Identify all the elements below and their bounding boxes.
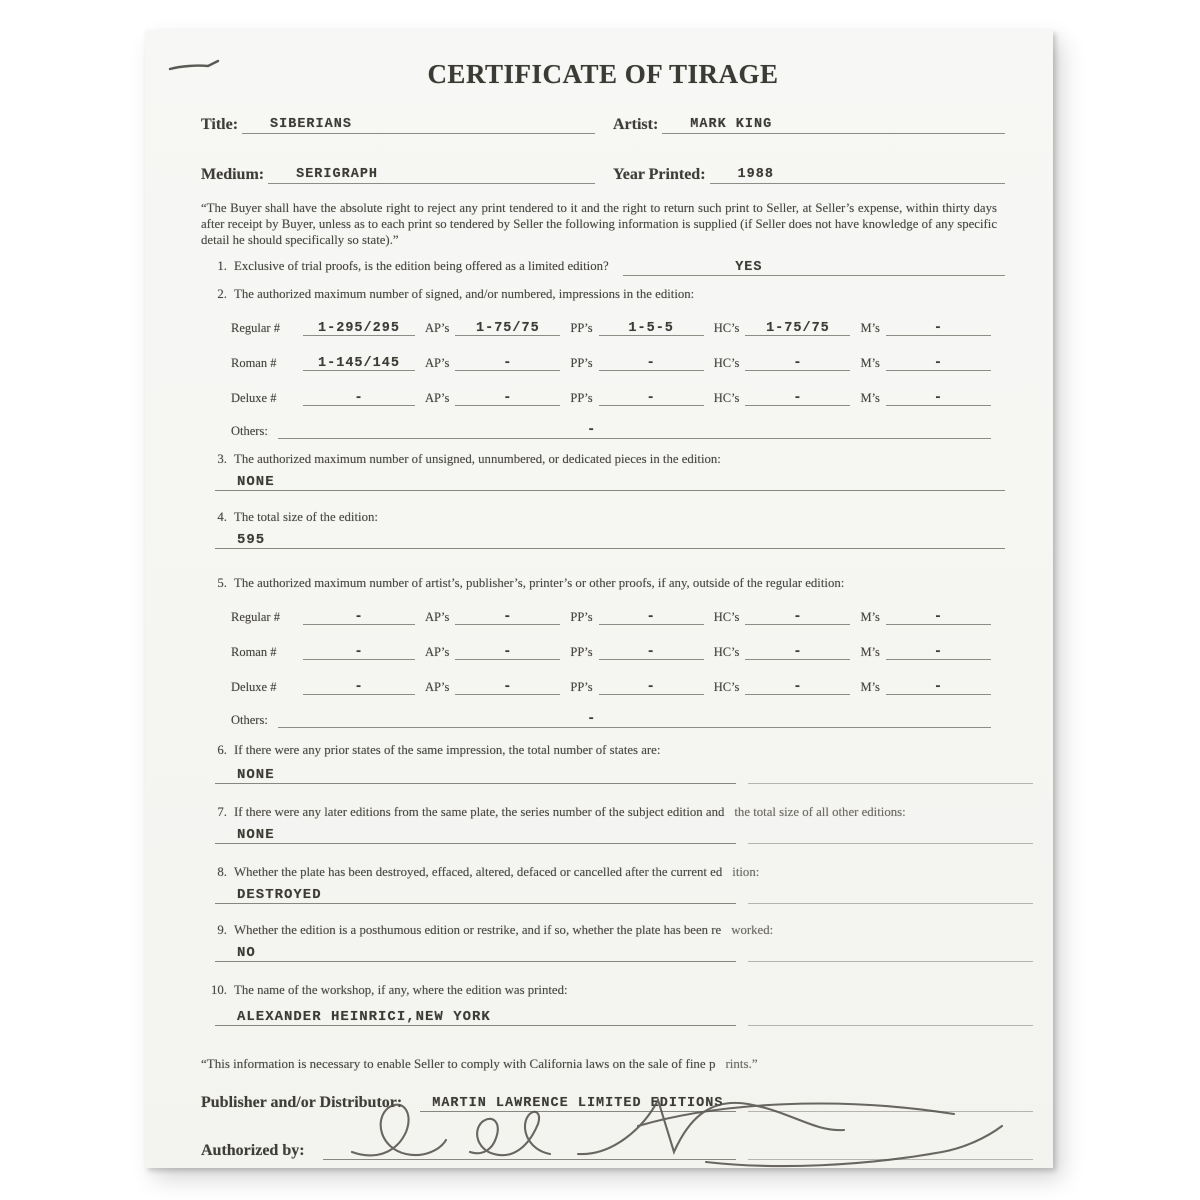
answer-line: [623, 256, 1005, 276]
question-text: The total size of the edition:: [234, 510, 378, 524]
typed-value: -: [646, 391, 656, 406]
header-row-title-artist: [201, 112, 1005, 134]
pps-field: [599, 643, 704, 660]
typed-value: -: [354, 610, 364, 625]
typed-value: -: [503, 391, 513, 406]
typed-value: -: [646, 356, 656, 371]
medium-field: [268, 167, 595, 184]
medium-value: SERIGRAPH: [296, 167, 379, 182]
question-text: The authorized maximum number of signed, and/or numbered, impressions in the edition:: [234, 287, 695, 301]
edition-table-row: [231, 310, 991, 336]
question-4: [201, 507, 1005, 527]
question-text: If there were any prior states of the same impression, the total number of states are:: [234, 743, 661, 757]
ms-label: M’s: [860, 610, 880, 624]
ms-label: M’s: [860, 356, 880, 370]
typed-value: -: [587, 712, 597, 727]
typed-value: -: [793, 391, 803, 406]
publisher-value: MARTIN LAWRENCE LIMITED EDITIONS: [432, 1096, 724, 1111]
answer-line: [215, 885, 736, 904]
aps-label: AP’s: [425, 610, 450, 624]
question-number: 8.: [217, 865, 227, 879]
buyer-rights-paragraph: “The Buyer shall have the absolute right to reject any print tendered to it and the right to return such print to Seller, at Seller’s expense, within thirty days after receipt by Buyer, unless as to each print so tendered by Seller the following information is supplied (if Seller does not have knowledge of any specific detail he should specifically so state).”: [201, 201, 997, 247]
typed-value: -: [503, 356, 513, 371]
typed-value: 1-75/75: [766, 321, 830, 336]
question-5: [201, 573, 1005, 593]
typed-value: -: [354, 680, 364, 695]
pps-label: PP’s: [570, 610, 593, 624]
year-printed-value: 1988: [737, 167, 774, 182]
ms-field: [886, 678, 991, 695]
answer-line: [215, 943, 736, 962]
typed-value: -: [933, 645, 943, 660]
proof-table-row: [231, 599, 991, 625]
pps-label: PP’s: [570, 645, 593, 659]
hcs-field: [745, 643, 850, 660]
others-field: [278, 711, 991, 728]
medium-label: Medium:: [201, 166, 265, 183]
others-label: Others:: [231, 713, 268, 727]
ms-label: M’s: [860, 680, 880, 694]
hcs-field: [745, 354, 850, 371]
header-row-medium-year: [201, 162, 1005, 184]
hcs-field: [745, 319, 850, 336]
pps-label: PP’s: [570, 680, 593, 694]
roman-field: [303, 354, 415, 371]
answer-line-extension: [748, 1025, 1033, 1026]
question-2: [201, 284, 1005, 304]
typed-value: -: [646, 645, 656, 660]
question-text: The authorized maximum number of artist’s, publisher’s, printer’s or other proofs, if any, outside of the regular edition:: [234, 576, 845, 590]
ms-label: M’s: [860, 391, 880, 405]
typed-value: 1-75/75: [476, 321, 540, 336]
question-9: [201, 920, 1005, 940]
hcs-field: [745, 389, 850, 406]
answer-line: [215, 825, 736, 844]
answer-row: [201, 944, 1005, 962]
question-number: 5.: [217, 576, 227, 590]
question-number: 10.: [211, 983, 227, 997]
typed-value: 1-295/295: [318, 321, 400, 336]
typed-value: 1-145/145: [318, 356, 400, 371]
edition-table-row: [231, 345, 991, 371]
answer-line: [215, 765, 736, 784]
hcs-field: [745, 608, 850, 625]
question-number: 2.: [217, 287, 227, 301]
hcs-field: [745, 678, 850, 695]
question-8: [201, 862, 1005, 882]
question-10: [201, 980, 1005, 1000]
regular-field: [303, 319, 415, 336]
question-text: If there were any later editions from the same plate, the series number of the subject edition and the total size of all other editions:: [234, 805, 906, 819]
pen-mark-icon: [167, 58, 221, 74]
answer-value: NONE: [237, 827, 275, 843]
answer-row: [201, 766, 1005, 784]
page-title: CERTIFICATE OF TIRAGE: [427, 59, 779, 89]
question-number: 1.: [217, 259, 227, 273]
pps-field: [599, 389, 704, 406]
hcs-label: HC’s: [713, 391, 740, 405]
ms-field: [886, 389, 991, 406]
california-law-note: “This information is necessary to enable Seller to comply with California laws on the sale of fine p rints.”: [201, 1056, 758, 1071]
row-label: Deluxe #: [231, 680, 277, 694]
question-number: 6.: [217, 743, 227, 757]
answer-value: ALEXANDER HEINRICI,NEW YORK: [237, 1009, 491, 1025]
artist-field: [662, 117, 1005, 134]
answer-row: [201, 886, 1005, 904]
artist-label: Artist:: [612, 116, 659, 133]
pps-field: [599, 678, 704, 695]
typed-value: -: [933, 321, 943, 336]
pps-field: [599, 608, 704, 625]
row-label: Roman #: [231, 645, 277, 659]
answer-line-extension: [748, 903, 1033, 904]
roman-field: [303, 643, 415, 660]
aps-field: [455, 389, 560, 406]
proof-table-row: [231, 634, 991, 660]
year-printed-field: [710, 167, 1005, 184]
question-number: 4.: [217, 510, 227, 524]
ms-label: M’s: [860, 645, 880, 659]
ms-field: [886, 643, 991, 660]
pps-label: PP’s: [570, 356, 593, 370]
typed-value: -: [646, 610, 656, 625]
typed-value: 1-5-5: [628, 321, 674, 336]
aps-field: [455, 643, 560, 660]
question-text: Exclusive of trial proofs, is the edition being offered as a limited edition?: [234, 259, 609, 273]
title-field: [242, 117, 595, 134]
answer-value: NONE: [237, 767, 275, 783]
others-row: [231, 413, 991, 439]
answer-row: [201, 1006, 1005, 1026]
question-3: [201, 449, 1005, 469]
question-1: [201, 256, 1005, 276]
title-value: SIBERIANS: [270, 117, 352, 132]
deluxe-field: [303, 678, 415, 695]
aps-field: [455, 678, 560, 695]
typed-value: -: [933, 356, 943, 371]
signature-scribble: [340, 1086, 1030, 1170]
others-label: Others:: [231, 424, 268, 438]
hcs-label: HC’s: [713, 645, 740, 659]
row-label: Roman #: [231, 356, 277, 370]
answer-value: NO: [237, 945, 256, 961]
others-row: [231, 702, 991, 728]
typed-value: -: [933, 391, 943, 406]
hcs-label: HC’s: [713, 610, 740, 624]
authorized-label: Authorized by:: [201, 1142, 305, 1159]
question-6: [201, 740, 1005, 760]
answer-row: [201, 826, 1005, 844]
aps-label: AP’s: [425, 321, 450, 335]
artist-value: MARK KING: [690, 117, 773, 132]
row-label: Deluxe #: [231, 391, 277, 405]
answer-line: [215, 530, 1005, 549]
answer-line-extension: [748, 843, 1033, 844]
question-7: [201, 802, 1005, 822]
answer-line: [215, 1007, 736, 1026]
pps-field: [599, 319, 704, 336]
typed-value: -: [503, 610, 513, 625]
hcs-label: HC’s: [713, 321, 740, 335]
pps-field: [599, 354, 704, 371]
typed-value: -: [354, 391, 364, 406]
aps-label: AP’s: [425, 391, 450, 405]
hcs-label: HC’s: [713, 680, 740, 694]
pps-label: PP’s: [570, 391, 593, 405]
question-text: Whether the edition is a posthumous edition or restrike, and if so, whether the plate has been re worked:: [234, 923, 774, 937]
deluxe-field: [303, 389, 415, 406]
answer-row: [201, 473, 1005, 491]
typed-value: -: [793, 356, 803, 371]
answer-value: YES: [735, 260, 763, 275]
row-label: Regular #: [231, 321, 280, 335]
question-number: 7.: [217, 805, 227, 819]
aps-label: AP’s: [425, 356, 450, 370]
ms-label: M’s: [860, 321, 880, 335]
ms-field: [886, 354, 991, 371]
answer-line-extension: [748, 783, 1033, 784]
title-label: Title:: [201, 116, 239, 133]
typed-value: -: [933, 610, 943, 625]
aps-label: AP’s: [425, 680, 450, 694]
answer-line: [215, 472, 1005, 491]
regular-field: [303, 608, 415, 625]
question-number: 9.: [217, 923, 227, 937]
aps-field: [455, 354, 560, 371]
typed-value: -: [646, 680, 656, 695]
question-text: The name of the workshop, if any, where the edition was printed:: [234, 983, 568, 997]
question-text: Whether the plate has been destroyed, effaced, altered, defaced or cancelled after the current ed ition:: [234, 865, 760, 879]
question-text: The authorized maximum number of unsigned, unnumbered, or dedicated pieces in the edition:: [234, 452, 721, 466]
pps-label: PP’s: [570, 321, 593, 335]
aps-field: [455, 608, 560, 625]
year-printed-label: Year Printed:: [612, 166, 706, 183]
typed-value: -: [503, 680, 513, 695]
ms-field: [886, 608, 991, 625]
ms-field: [886, 319, 991, 336]
proof-table-row: [231, 669, 991, 695]
typed-value: -: [933, 680, 943, 695]
typed-value: -: [793, 610, 803, 625]
question-number: 3.: [217, 452, 227, 466]
typed-value: -: [503, 645, 513, 660]
aps-label: AP’s: [425, 645, 450, 659]
row-label: Regular #: [231, 610, 280, 624]
typed-value: -: [793, 680, 803, 695]
hcs-label: HC’s: [713, 356, 740, 370]
typed-value: -: [354, 645, 364, 660]
edition-table-row: [231, 380, 991, 406]
answer-line-extension: [748, 961, 1033, 962]
publisher-label: Publisher and/or Distributor:: [201, 1094, 403, 1111]
answer-value: DESTROYED: [237, 887, 322, 903]
answer-value: 595: [237, 532, 266, 548]
answer-value: NONE: [237, 474, 275, 490]
aps-field: [455, 319, 560, 336]
others-field: [278, 422, 991, 439]
certificate-paper: [145, 30, 1053, 1168]
typed-value: -: [587, 423, 597, 438]
typed-value: -: [793, 645, 803, 660]
answer-row: [201, 531, 1005, 549]
